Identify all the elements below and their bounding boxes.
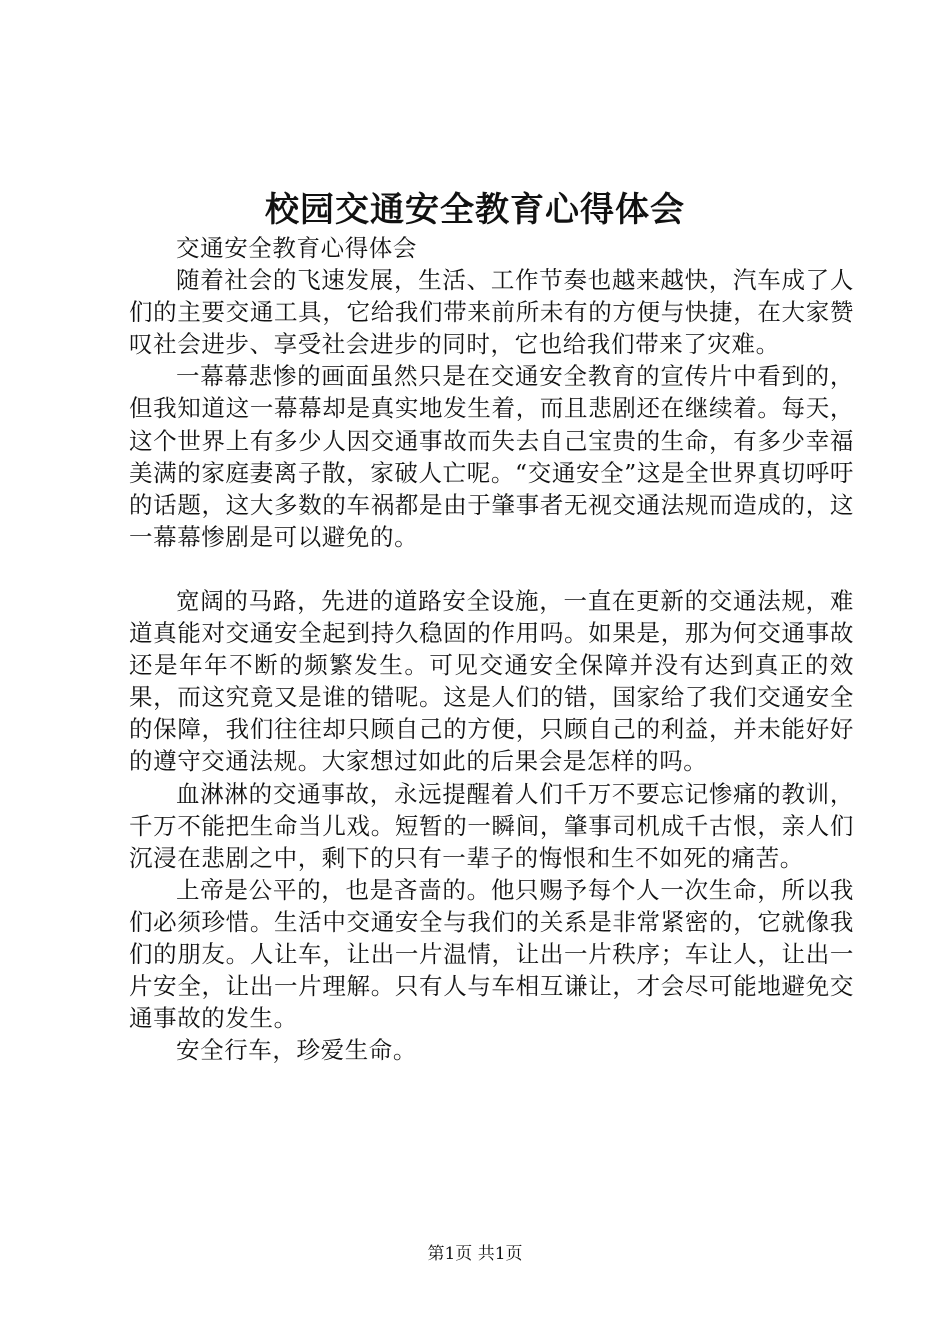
document-title: 校园交通安全教育心得体会 bbox=[265, 190, 685, 230]
paragraph-1: 随着社会的飞速发展，生活、工作节奏也越来越快，汽车成了人们的主要交通工具，它给我们带来前所未有的方便与快捷，在大家赞叹社会进步、享受社会进步的同时，它也给我们带来了灾难。 bbox=[129, 266, 854, 359]
paragraph-3: 宽阔的马路，先进的道路安全设施，一直在更新的交通法规，难道真能对交通安全起到持久稳固的作用吗。如果是，那为何交通事故还是年年不断的频繁发生。可见交通安全保障并没有达到真正的效果，而这究竟又是谁的错呢。这是人们的错，国家给了我们交通安全的保障，我们往往却只顾自己的方便，只顾自己的利益，并未能好好的遵守交通法规。大家想过如此的后果会是怎样的吗。 bbox=[129, 586, 854, 776]
document-body bbox=[129, 232, 854, 1066]
paragraph-4: 血淋淋的交通事故，永远提醒着人们千万不要忘记惨痛的教训，千万不能把生命当儿戏。短暂的一瞬间，肇事司机成千古恨，亲人们沉浸在悲剧之中，剩下的只有一辈子的悔恨和生不如死的痛苦。 bbox=[129, 779, 854, 872]
paragraph-2: 一幕幕悲惨的画面虽然只是在交通安全教育的宣传片中看到的，但我知道这一幕幕却是真实地发生着，而且悲剧还在继续着。每天，这个世界上有多少人因交通事故而失去自己宝贵的生命，有多少幸福美满的家庭妻离子散，家破人亡呢。“交通安全”这是全世界真切呼吁的话题，这大多数的车祸都是由于肇事者无视交通法规而造成的，这一幕幕惨剧是可以避免的。 bbox=[129, 362, 854, 551]
page-footer: 第1页 共1页 bbox=[427, 1244, 523, 1264]
paragraph-closing: 安全行车，珍爱生命。 bbox=[176, 1036, 417, 1065]
paragraph-5: 上帝是公平的，也是吝啬的。他只赐予每个人一次生命，所以我们必须珍惜。生活中交通安全与我们的关系是非常紧密的，它就像我们的朋友。人让车，让出一片温情，让出一片秩序；车让人，让出一片安全，让出一片理解。只有人与车相互谦让，才会尽可能地避免交通事故的发生。 bbox=[129, 875, 854, 1033]
paragraph-subtitle: 交通安全教育心得体会 bbox=[176, 234, 417, 262]
